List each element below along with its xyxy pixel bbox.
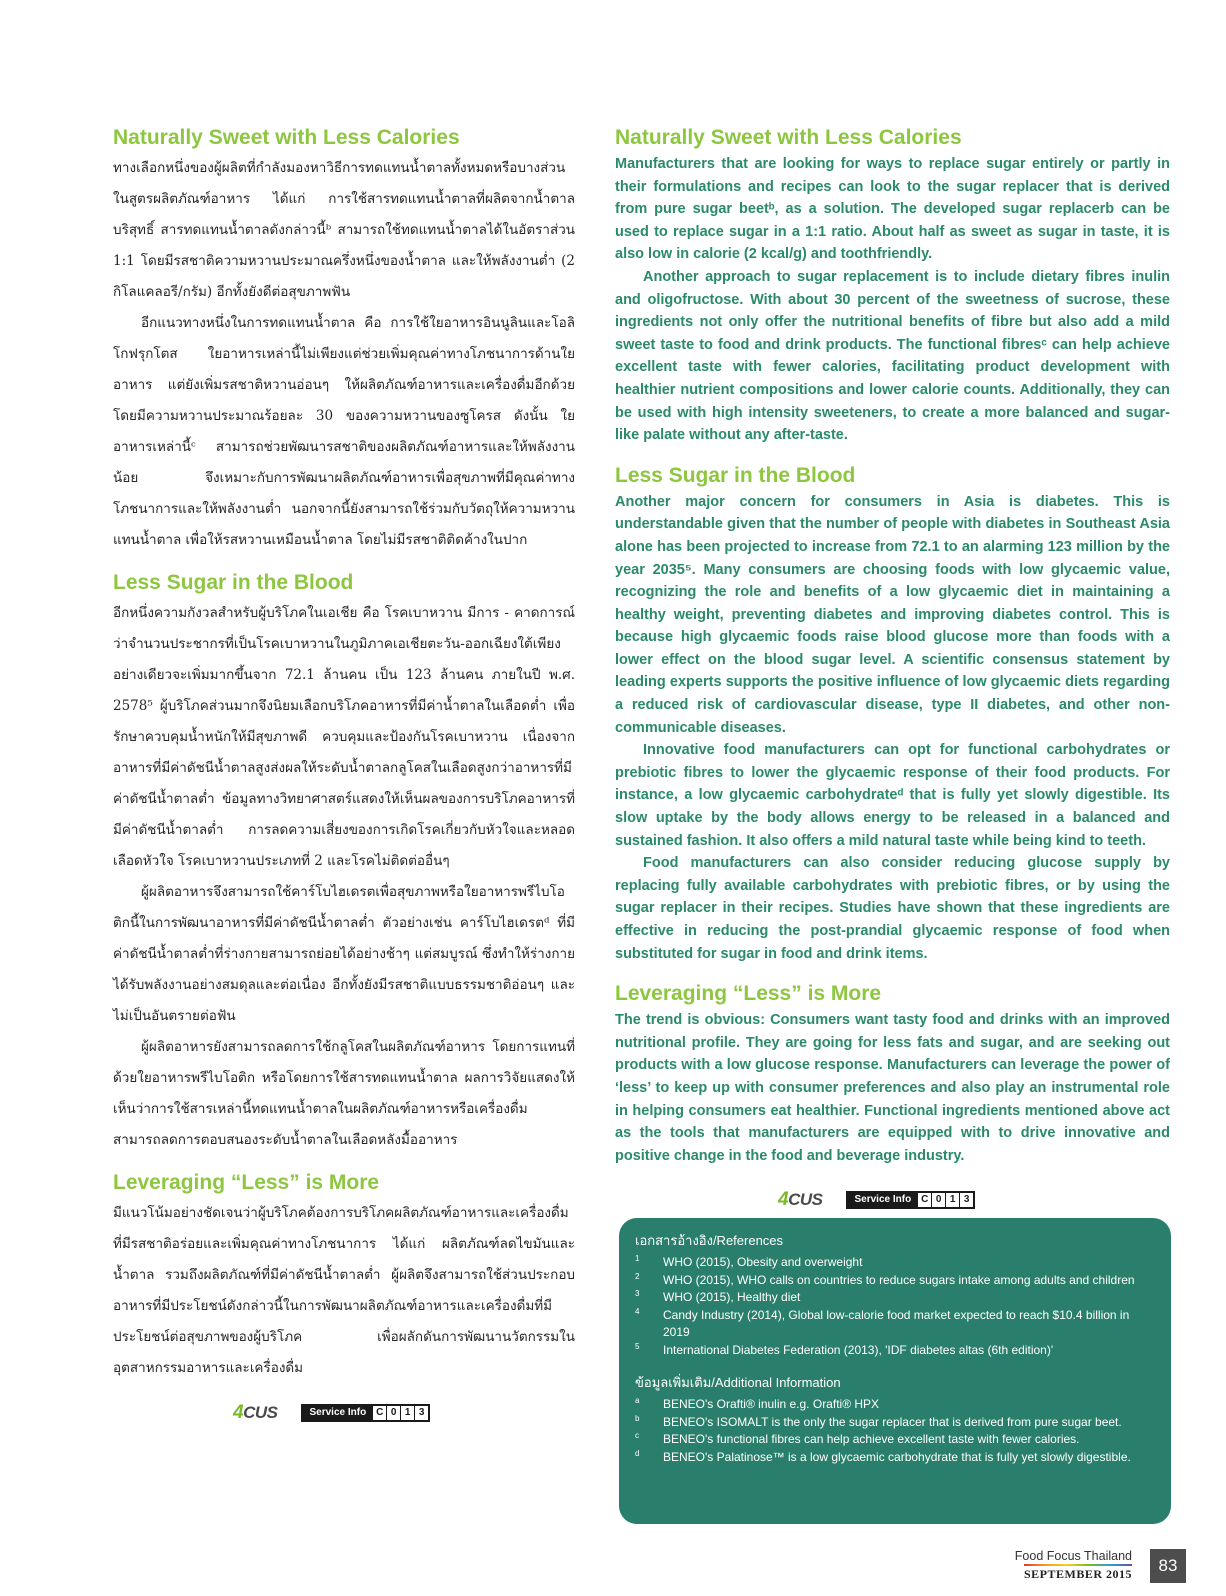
paragraph: อีกหนึ่งความกังวลสำหรับผู้บริโภคในเอเชีย คือ โรคเบาหวาน มีการ - คาดการณ์ว่าจำนวนประชากรที่เป็นโรคเบาหวานในภูมิภาคเอเชียตะวัน-ออกเฉียงใต้เพียงอย่างเดียวจะเพิ่มมากขึ้นจาก 72.1 ล้านคน เป็น 123 ล้านคน ภายในปี พ.ศ. 2578⁵ ผู้บริโภคส่วนมากจึงนิยมเลือกบริโภคอาหารที่มีค่าน้ำตาลในเลือดต่ำ เพื่อรักษาควบคุมน้ำหนักให้มีสุขภาพดี ควบคุมและป้องกันโรคเบาหวาน เนื่องจากอาหารที่มีค่าดัชนีน้ำตาลสูงส่งผลให้ระดับน้ำตาลกลูโคสในเลือดสูงกว่าอาหารที่มีค่าดัชนีน้ำตาลต่ำ ข้อมูลทางวิทยาศาสตร์แสดงให้เห็นผลของการบริโภคอาหารที่มีค่าดัชนีน้ำตาลต่ำ การลดความเสี่ยงของการเกิดโรคเกี่ยวกับหัวใจและหลอดเลือดหัวใจ โรคเบาหวานประเภทที่ 2 และโรคไม่ติดต่ออื่นๆ — [113, 605, 575, 869]
reference-item: 1 WHO (2015), Obesity and overweight — [635, 1254, 863, 1269]
paragraph: ผู้ผลิตอาหารยังสามารถลดการใช้กลูโคสในผลิตภัณฑ์อาหาร โดยการแทนที่ด้วยใยอาหารพรีไบโอติก หรือโดยการใช้สารทดแทนน้ำตาล ผลการวิจัยแสดงให้เห็นว่าการใช้สารเหล่านี้ทดแทนน้ำตาลในผลิตภัณฑ์อาหารหรือเครื่องดื่มสามารถลดการตอบสนองระดับน้ำตาลในเลือดหลังมื้ออาหาร — [113, 1039, 575, 1148]
english-section-less — [615, 981, 1170, 1167]
4cus-logo: 4CUS — [778, 1189, 823, 1211]
section-heading: Naturally Sweet with Less Calories — [615, 126, 962, 149]
section-heading: Leveraging “Less” is More — [113, 1171, 380, 1194]
thai-section-less — [113, 1170, 575, 1384]
paragraph: มีแนวโน้มอย่างชัดเจนว่าผู้บริโภคต้องการบริโภคผลิตภัณฑ์อาหารและเครื่องดื่มที่มีรสชาติอร่อยและเพิ่มคุณค่าทางโภชนาการ ได้แก่ ผลิตภัณฑ์ลดไขมันและน้ำตาล รวมถึงผลิตภัณฑ์ที่มีค่าดัชนีน้ำตาลต่ำ ผู้ผลิตจึงสามารถใช้ส่วนประกอบอาหารที่มีประโยชน์ดังกล่าวนี้ในการพัฒนาผลิตภัณฑ์อาหารและเครื่องดื่มที่มีประโยชน์ต่อสุขภาพของผู้บริโภค เพื่อผลักดันการพัฒนานวัตกรรมในอุตสาหกรรมอาหารและเครื่องดื่ม — [113, 1205, 575, 1376]
info-item: b BENEO's ISOMALT is the only the sugar replacer that is derived from pure sugar beet. — [635, 1413, 1122, 1429]
english-section-blood — [615, 463, 1170, 965]
issue-date: SEPTEMBER 2015 — [1023, 1567, 1132, 1581]
page-number: 83 — [1150, 1549, 1186, 1583]
thai-section-blood — [113, 570, 575, 1156]
4cus-logo: 4CUS — [233, 1402, 278, 1423]
reference-item: 5 International Diabetes Federation (2013), 'IDF diabetes altas (6th edition)' — [635, 1341, 1054, 1357]
paragraph: ผู้ผลิตอาหารจึงสามารถใช้คาร์โบไฮเดรตเพื่อสุขภาพหรือใยอาหารพรีไบโอติกนี้ในการพัฒนาอาหารที่มีค่าดัชนีน้ำตาลต่ำ ตัวอย่างเช่น คาร์โบไฮเดรตᵈ ที่มีค่าดัชนีน้ำตาลต่ำที่ร่างกายสามารถย่อยได้อย่างช้าๆ แต่สมบูรณ์ ซึ่งทำให้ร่างกายได้รับพลังงานอย่างสมดุลและต่อเนื่อง อีกทั้งยังมีรสชาติแบบธรรมชาติอ่อนๆ และไม่เป็นอันตรายต่อฟัน — [113, 884, 575, 1024]
thai-column — [113, 125, 575, 1424]
section-heading: Less Sugar in the Blood — [615, 463, 856, 487]
references-list — [635, 1254, 1153, 1359]
paragraph: The trend is obvious: Consumers want tasty food and drinks with an improved nutritional profile. They are going for less fats and sugar, and are seeking out products with a low glucose response. Manufacturers can leverage the power of ‘less’ to keep up with consumer preferences and also play an instrumental role in helping consumers eat healthier. Functional ingredients mentioned above act as the tools that manufacturers are equipped with to drive innovative and positive change in the food and beverage industry. — [615, 1012, 1170, 1164]
service-info-row — [778, 1189, 1170, 1211]
service-info-row — [233, 1402, 575, 1424]
references-box — [619, 1218, 1171, 1524]
reference-item: 4 Candy Industry (2014), Global low-calorie food market expected to reach $10.4 billion in 2019 — [635, 1306, 1130, 1339]
paragraph: อีกแนวทางหนึ่งในการทดแทนน้ำตาล คือ การใช้ใยอาหารอินนูลินและโอลิโกฟรุกโตส ใยอาหารเหล่านี้ไม่เพียงแต่ช่วยเพิ่มคุณค่าทางโภชนาการด้านใยอาหาร แต่ยังเพิ่มรสชาติหวานอ่อนๆ ให้ผลิตภัณฑ์อาหารและเครื่องดื่มอีกด้วย โดยมีความหวานประมาณร้อยละ 30 ของความหวานของซูโครส ดังนั้น ใยอาหารเหล่านี้ᶜ สามารถช่วยพัฒนารสชาติของผลิตภัณฑ์อาหารและให้พลังงานน้อย จึงเหมาะกับการพัฒนาผลิตภัณฑ์อาหารเพื่อสุขภาพที่มีคุณค่าทางโภชนาการและให้พลังงานต่ำ นอกจากนี้ยังสามารถใช้ร่วมกับวัตถุให้ความหวานแทนน้ำตาล เพื่อให้รสหวานเหมือนน้ำตาล โดยไม่มีรสชาติติดค้างในปาก — [113, 315, 575, 548]
paragraph: Another major concern for consumers in Asia is diabetes. This is understandable given that the number of people with diabetes in Southeast Asia alone has been projected to increase from 72.1 to an alarming 123 million by the year 2035⁵. Many consumers are choosing foods with low glycaemic value, recognizing the role and benefits of a low glycaemic diet in maintaining a healthy weight, preventing diabetes and improving diabetes control. This is because high glycaemic foods raise blood glucose more than foods with a lower effect on the blood sugar level. A scientific consensus statement by leading experts supports the positive influence of low glycaemic diets regarding a reduced risk of cardiovascular disease, type II diabetes, and other non-communicable diseases. — [615, 493, 1170, 736]
section-heading: Less Sugar in the Blood — [113, 571, 354, 594]
additional-info-heading: ข้อมูลเพิ่มเติม/Additional Information — [635, 1375, 841, 1390]
paragraph: Another approach to sugar replacement is to include dietary fibres inulin and oligofructose. With about 30 percent of the sweetness of sucrose, these ingredients not only offer the nutritional benefits of fibre but also add a mild sweet taste to food and drink products. The functional fibresᶜ can help achieve excellent taste with fewer calories, facilitating product development with healthier nutrient compositions and lower calorie counts. Additionally, they can be used with high intensity sweeteners, to create a more balanced and sugar-like palate without any after-taste. — [615, 268, 1170, 444]
additional-info-list — [635, 1396, 1153, 1466]
info-item: a BENEO's Orafti® inulin e.g. Orafti® HPX — [635, 1396, 880, 1411]
section-heading: Leveraging “Less” is More — [615, 982, 882, 1006]
references-heading: เอกสารอ้างอิง/References — [635, 1233, 784, 1248]
service-info-code[interactable]: Service Info C 0 1 3 — [846, 1191, 975, 1209]
info-item: c BENEO's functional fibres can help achieve excellent taste with fewer calories. — [635, 1431, 1080, 1446]
rainbow-bar — [1024, 1564, 1132, 1566]
paragraph: Food manufacturers can also consider reducing glucose supply by replacing fully available carbohydrates with prebiotic fibres, or by using the sugar replacer in their recipes. Studies have shown that these ingredients are effective in reducing the post-prandial glycaemic response of food when substituted for sugar in food and drink items. — [615, 855, 1170, 962]
english-section-sweet — [615, 125, 1170, 447]
reference-item: 3 WHO (2015), Healthy diet — [635, 1289, 801, 1304]
reference-item: 2 WHO (2015), WHO calls on countries to reduce sugars intake among adults and children — [635, 1271, 1135, 1287]
english-column — [615, 125, 1170, 1211]
magazine-name: Food Focus Thailand — [1014, 1549, 1132, 1563]
section-heading: Naturally Sweet with Less Calories — [113, 126, 460, 149]
paragraph: Manufacturers that are looking for ways to replace sugar entirely or partly in their formulations and recipes can look to the sugar replacer that is derived from pure sugar beetᵇ, as a solution. The developed sugar replacerb can be used to replace sugar in a 1:1 ratio. About half as sweet as sugar in taste, it is also low in calorie (2 kcal/g) and toothfriendly. — [615, 156, 1170, 263]
paragraph: Innovative food manufacturers can opt for functional carbohydrates or prebiotic fibres to lower the glycaemic response of their food products. For instance, a low glycaemic carbohydrateᵈ that is fully yet slowly digestible. Its slow uptake by the body allows energy to be released in a balanced and sustained fashion. It also offers a mild natural taste while being kind to teeth. — [615, 742, 1170, 849]
thai-section-sweet — [113, 125, 575, 556]
info-item: d BENEO's Palatinose™ is a low glycaemic carbohydrate that is fully yet slowly digestible. — [635, 1448, 1131, 1464]
paragraph: ทางเลือกหนึ่งของผู้ผลิตที่กำลังมองหาวิธีการทดแทนน้ำตาลทั้งหมดหรือบางส่วนในสูตรผลิตภัณฑ์อาหาร ได้แก่ การใช้สารทดแทนน้ำตาลที่ผลิตจากน้ำตาลบริสุทธิ์ สารทดแทนน้ำตาลดังกล่าวนี้ᵇ สามารถใช้ทดแทนน้ำตาลได้ในอัตราส่วน 1:1 โดยมีรสชาติความหวานประมาณครึ่งหนึ่งของน้ำตาล และให้พลังงานต่ำ (2 กิโลแคลอรี/กรัม) อีกทั้งยังดีต่อสุขภาพฟัน — [113, 160, 575, 300]
magazine-footer — [1012, 1549, 1132, 1582]
service-info-code[interactable]: Service Info C 0 1 3 — [301, 1404, 430, 1422]
